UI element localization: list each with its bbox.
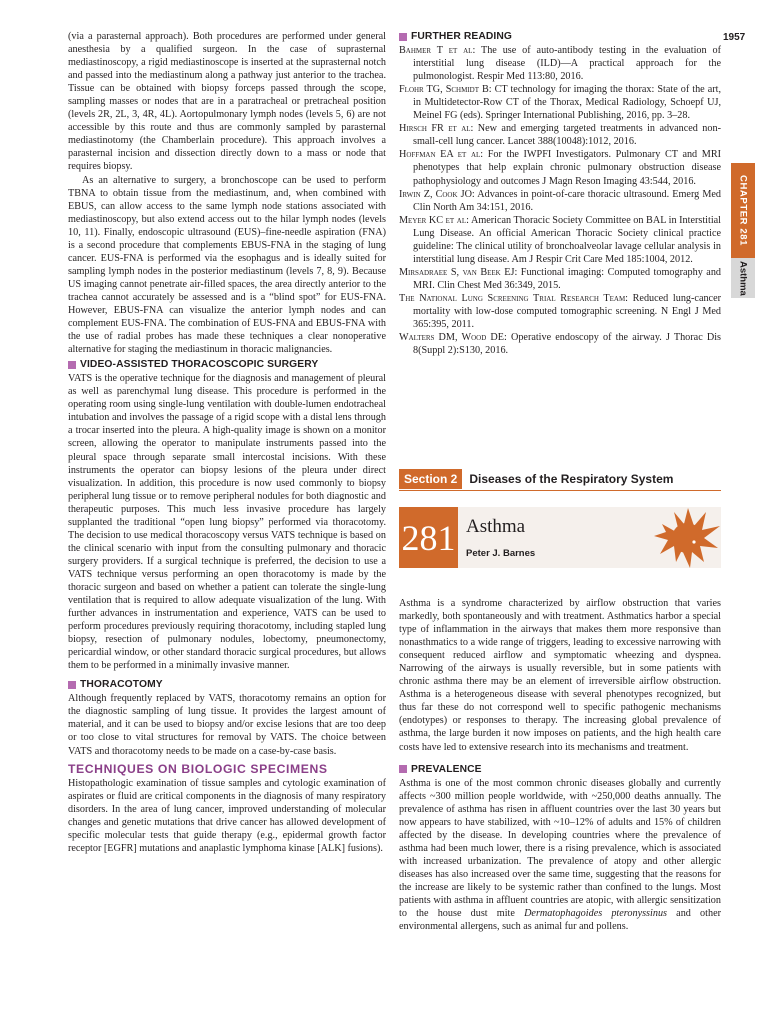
page-number: 1957 bbox=[723, 32, 746, 43]
heading-text: VIDEO-ASSISTED THORACOSCOPIC SURGERY bbox=[80, 359, 319, 371]
topic-tab bbox=[731, 258, 755, 298]
major-heading: TECHNIQUES ON BIOLOGIC SPECIMENS bbox=[68, 761, 328, 776]
bullet-square-icon bbox=[68, 361, 76, 369]
section-label: Section 2 bbox=[399, 469, 462, 489]
reference-item bbox=[399, 188, 721, 214]
paragraph: VATS is the operative technique for the diagnosis and management of pleural as well as parenchymal lung disease. This procedure is performed in the operating room using single-lung ventilation with double-lumen endotracheal intubation and involves the passage of a rigid scope with a distal lens through a trocar inserted into the pleura. A high-quality image is shown on a monitor screen, allowing the operator to manipulate instruments passed into the pleural space through separate small intercostal incisions. With these instruments the operator can biopsy lesions of the pleura under direct visualization. In addition, this procedure is now used commonly to biopsy peripheral lung tissue or to remove peripheral nodules for both diagnostic and therapeutic purposes. This much less invasive procedure has largely supplanted the traditional “open lung biopsy” performed via thoracotomy. The decision to use medical thoracoscopy versus VATS technique is based on the clinical scenario with input from the consulting pulmonary and thoracic surgery providers. If a surgical technique is preferred, the decision to use a VATS technique versus performing an open thoracotomy is made by the thoracic surgeon and based on whether a patient can tolerate the single-lung ventilation that is required to allow adequate visualization of the lung. With further advances in instrumentation and experience, VATS can be used to perform procedures previously requiring thoracotomy, including stapled lung biopsy, resection of pulmonary nodules, lobectomy, pneumonectomy, pericardial window, or other standard thoracic surgical procedures, but allows them to be performed in a minimally invasive manner. bbox=[68, 373, 386, 672]
reference-text: The use of auto-antibody testing in the evaluation of interstitial lung disease (ILD)—A practical approach for the pulmonologist. Respir Med 113:80, 2016. bbox=[413, 45, 721, 83]
reference-text: American Thoracic Society Committee on BAL in Interstitial Lung Disease. An official American Thoracic Society clinical practice guideline: The clinical utility of bronchoalveolar lavage cellular analysis in interstitial lung disease. Am J Respir Crit Care Med 185:1004, 2012. bbox=[413, 214, 722, 265]
reference-text: CT technology for imaging the thorax: State of the art, in Multidetector-Row CT of the Thorax, Medical Radiology, Schoepf UJ, Meinel FG (eds). Springer International Publishing, 2016, pp. 3–28. bbox=[413, 84, 721, 122]
reference-text: Functional imaging: Computed tomography and MRI. Clin Chest Med 36:349, 2015. bbox=[413, 266, 722, 291]
further-reading bbox=[399, 30, 721, 357]
chapter-tab bbox=[731, 163, 755, 258]
paragraph: Histopathologic examination of tissue samples and cytologic examination of aspirates or fluid are critical components in the diagnosis of many respiratory disorders. In the area of lung cancer, improved understanding of molecular changes and genetic mutations that drive cancer has allowed development of specific molecular tests that guide therapy (e.g., epidermal growth factor receptor [EGFR] mutations and anaplastic lymphoma kinase [ALK] fusions). bbox=[68, 777, 386, 854]
reference-item bbox=[399, 148, 721, 187]
paragraph: Asthma is a syndrome characterized by airflow obstruction that varies markedly, both spontaneously and with treatment. Asthmatics harbor a special type of inflammation in the airways that makes them more responsive than nonasthmatics to a wide range of triggers, leading to excessive narrowing with consequent reduced airflow and symptomatic wheezing and dyspnea. Narrowing of the airways is usually reversible, but in some patients with chronic asthma there may be an element of irreversible airflow obstruction. Asthma is a heterogeneous disease with several phenotypes recognized, but thus far these do not correspond well to specific pathogenic mechanisms (endotypes) or responses to therapy. The increasing global prevalence of asthma, the large burden it now imposes on patients, and the high health care costs have led to extensive research into its mechanisms and treatment. bbox=[399, 598, 721, 753]
topic-tab-label: Asthma bbox=[737, 260, 749, 296]
left-column bbox=[68, 30, 386, 855]
reference-item bbox=[399, 44, 721, 83]
heading-text: THORACOTOMY bbox=[80, 679, 163, 691]
reference-item bbox=[399, 292, 721, 331]
reference-authors: Flohr TG, Schmidt B: bbox=[399, 84, 492, 96]
reference-item bbox=[399, 266, 721, 292]
bullet-square-icon bbox=[68, 681, 76, 689]
paragraph: (via a parasternal approach). Both procedures are performed under general anesthesia by a qualified surgeon. In the case of suprasternal mediastinoscopy, a rigid mediastinoscope is inserted at the suprasternal notch and passed into the mediastinum along a pathway just anterior to the trachea. Tissue can be obtained with biopsy forceps passed through the scope, sampling masses or nodes that are in a paratracheal or pretracheal position (levels 2R, 2L, 3, 4R, 4L). Aortopulmonary lymph nodes (levels 5, 6) are not accessible by this route and thus are commonly sampled by parasternal mediastinotomy (the Chamberlain procedure). This approach involves a parasternal incision and dissection directly down to a mass or node that requires biopsy. bbox=[68, 31, 386, 173]
reference-text: Advances in point-of-care thoracic ultrasound. Emerg Med Clin North Am 34:151, 2016. bbox=[413, 188, 721, 213]
reference-list bbox=[399, 44, 721, 357]
reference-authors: Hoffman EA et al: bbox=[399, 149, 484, 161]
bullet-square-icon bbox=[399, 33, 407, 41]
chapter-author: Peter J. Barnes bbox=[466, 548, 536, 559]
chapter-number: 281 bbox=[399, 507, 458, 568]
paragraph: Although frequently replaced by VATS, thoracotomy remains an option for the diagnostic sampling of lung tissue. It provides the largest amount of material, and it can be used to biopsy and/or excise lesions that are too deep or too close to vital structures for removal by VATS. The choice between VATS and thoracotomy needs to be made on a case-by-case basis. bbox=[68, 693, 386, 757]
section-heading bbox=[399, 30, 721, 43]
reference-authors: The National Lung Screening Trial Research Team: bbox=[399, 292, 628, 304]
section-title: Diseases of the Respiratory System bbox=[469, 472, 674, 486]
paragraph bbox=[399, 777, 721, 934]
paragraph: As an alternative to surgery, a bronchoscope can be used to perform TBNA to obtain tissue from the mediastinum, and, when combined with EBUS, can allow access to the same lymph node stations associated with mediastinoscopy, but also extend access out to the hilar lymph nodes (levels 10, 11). Finally, endoscopic ultrasound (EUS)–fine-needle aspiration (FNA) is a second procedure that complements EBUS-FNA in the staging of lung cancer. EUS-FNA is performed via the esophagus and is ideally suited for sampling lymph nodes in the posterior mediastinum (levels 7, 8, 9). Because US imaging cannot penetrate air-filled spaces, the area directly anterior to the trachea cannot accurately be assessed and is a “blind spot” for EUS-FNA. However, EBUS-FNA can visualize the anterior lymph nodes and can complement EUS-FNA. The combination of EUS-FNA and EBUS-FNA with the use of radial probes has made these techniques a clear nonoperative alternative for staging the mediastinum in thoracic malignancies. bbox=[68, 174, 386, 356]
species-name: Dermatophagoides pteronyssinus bbox=[524, 908, 667, 920]
text-run: Asthma is one of the most common chronic diseases globally and currently affects ~300 million people worldwide, with ~250,000 deaths annually. The prevalence of asthma has risen in affluent countries over the last 30 years but now appears to have stabilized, with ~10–12% of adults and 15% of children affected by the disease. In developing countries where the prevalence of asthma had been much lower, there is a rising prevalence, which is associated with increased urbanization. The prevalence of atopy and other allergic diseases has also increased over the same time, suggesting that the reasons for the increase are likely to be systemic rather than confined to the lungs. Most patients with asthma in affluent countries are atopic, with allergic sensitization to the house dust mite bbox=[399, 777, 721, 920]
reference-authors: Bahmer T et al: bbox=[399, 45, 476, 57]
reference-text: For the IWPFI Investigators. Pulmonary CT and MRI phenotypes that help explain chronic pulmonary obstruction disease pathophysiology and outcomes J Magn Reson Imaging 43:544, 2016. bbox=[413, 149, 722, 187]
heading-text: PREVALENCE bbox=[411, 763, 482, 775]
text-run: and other environmental allergens, such as animal fur and pollens. bbox=[399, 908, 721, 933]
reference-text: New and emerging targeted treatments in advanced non-small-cell lung cancer. Lancet 388(10048):1012, 2016. bbox=[413, 123, 721, 148]
section-heading bbox=[68, 358, 386, 371]
section-heading bbox=[68, 678, 386, 691]
reference-authors: Walters DM, Wood DE: bbox=[399, 332, 507, 344]
chapter-tab-label: CHAPTER 281 bbox=[737, 174, 749, 246]
reference-authors: Meyer KC et al: bbox=[399, 214, 469, 226]
reference-item bbox=[399, 331, 721, 357]
reference-item bbox=[399, 214, 721, 266]
chapter-body bbox=[399, 597, 721, 933]
heading-text: FURTHER READING bbox=[411, 31, 513, 42]
reference-text: Reduced lung-cancer mortality with low-dose computed tomographic screening. N Engl J Med 365:395, 2011. bbox=[413, 292, 721, 331]
reference-item bbox=[399, 83, 721, 122]
reference-authors: Hirsch FR et al: bbox=[399, 123, 474, 135]
reference-item bbox=[399, 122, 721, 148]
chapter-title: Asthma bbox=[466, 516, 526, 537]
bullet-square-icon bbox=[399, 765, 407, 773]
section-heading bbox=[399, 763, 721, 776]
reference-authors: Irwin Z, Cook JO: bbox=[399, 188, 475, 200]
ink-splat-icon bbox=[652, 506, 722, 570]
section-banner bbox=[399, 468, 721, 491]
reference-authors: Mirsadraee S, van Beek EJ: bbox=[399, 266, 518, 278]
reference-text: Operative endoscopy of the airway. J Thorac Dis 8(Suppl 2):S130, 2016. bbox=[413, 332, 722, 357]
